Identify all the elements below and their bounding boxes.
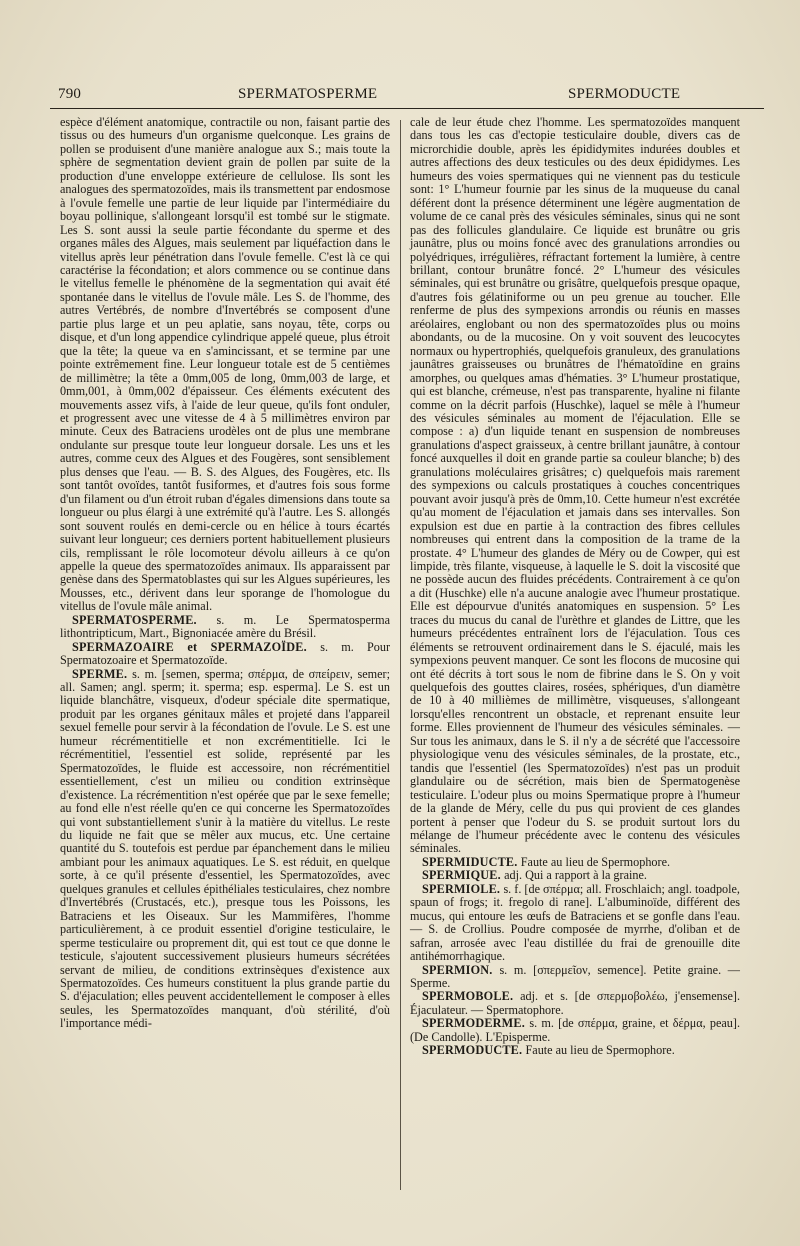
entry-paragraph bbox=[410, 116, 740, 856]
entry-text: Faute au lieu de Spermophore. bbox=[520, 854, 671, 869]
entry-keyword: SPERMIOLE. bbox=[422, 881, 501, 896]
page-number: 790 bbox=[58, 86, 82, 102]
entry-text: espèce d'élément anatomique, contractile ou non, faisant partie des tissus ou des humeurs d'un organisme quelconque. Les grains de pollen se produisent d'une manière analogue aux S.; mais toute la sphère de segmentation devient grain de pollen par suite de la production d'une enveloppe extérieure de cellulose. Ils sont les analogues des spermatozoïdes, mais ils transmettent par endosmose à l'ovule femelle une partie de leur liquide par l'intermédiaire du boyau pollinique, s'allongeant lorsqu'il est tombé sur le stigmate. Les S. sont aussi la seule partie fécondante du sperme et des organes mâles des Algues, mais seulement par liquéfaction dans le vitellus après leur pénétration dans l'ovule femelle. C'est là ce qui caractérise la fécondation; et alors commence ou se continue dans le vitellus femelle le phénomène de la segmentation qui avait été spontanée dans le vitellus de l'ovule mâle. Les S. de l'homme, des autres Vertébrés, de nombre d'Invertébrés se composent d'une partie plus large et un peu aplatie, sans noyau, tête, corps ou disque, et d'un long appendice cylindrique appelé queue, plus étroit que la tête; la queue va en s'amincissant, et se termine par une pointe extrêmement fine. Leur longueur totale est de 5 centièmes de millimètre; la tête a 0mm,005 de long, 0mm,003 de large, et 0mm,001, à 0mm,002 d'épaisseur. Ces éléments exécutent des mouvements assez vifs, à l'aide de leur queue, qu'ils font onduler, et progressent avec une vitesse de 4 à 5 millimètres environ par minute. Ceux des Batraciens urodèles ont de plus une membrane ondulante sur presque toute leur longueur dorsale. Les uns et les autres, comme ceux des Algues et des Fougères, sont sensiblement plus denses que l'eau. — B. S. des Algues, des Fougères, etc. Ils sont tantôt ovoïdes, tantôt fusiformes, et d'autres fois sous forme d'un filament ou d'un étroit ruban d'égales dimensions dans toute sa longueur ou plus élargi à une extrémité qu'à l'autre. Les S. allongés sont souvent roulés en demi-cercle ou en hélice à tours écartés suivant leur longueur; ces derniers portent habituellement plusieurs cils, remplissant le rôle locomoteur dévolu ailleurs à ce qu'on appelle la queue des spermatozoïdes animaux. Ils apparaissent par genèse dans des Spermatoblastes qui sur les Algues supérieures, les Mousses, etc., dérivent dans leur sporange de l'homologue du vitellus de l'ovule mâle animal. bbox=[60, 115, 390, 614]
entry-paragraph bbox=[410, 990, 740, 1017]
entry-paragraph bbox=[410, 883, 740, 964]
entry-keyword: SPERMODUCTE. bbox=[422, 1043, 523, 1058]
entry-text: s. f. [de σπέρμα; all. Froschlaich; angl. toadpole, spaun of frogs; it. fregolo di rane]. L'albuminoïde, différent des mucus, qui entoure les œufs de Batraciens et se gonfle dans l'eau. — S. de Crollius. Poudre composée de myrrhe, d'oliban et de safran, arrosée avec l'eau distillée du frai de grenouille dite antihémorrhagique. bbox=[410, 881, 740, 964]
entry-paragraph bbox=[60, 668, 390, 1031]
header-rule bbox=[50, 108, 764, 109]
entry-text: s. m. Le Spermatosperma lithontripticum, Mart., Bignoniacée amère du Brésil. bbox=[60, 612, 390, 641]
right-column bbox=[410, 116, 740, 1058]
entry-paragraph bbox=[60, 116, 390, 614]
entry-text: adj. Qui a rapport à la graine. bbox=[504, 868, 647, 883]
entry-paragraph bbox=[60, 641, 390, 668]
entry-text: s. m. [de σπέρμα, graine, et δέρμα, peau]. (De Candolle). L'Episperme. bbox=[410, 1016, 740, 1044]
entry-paragraph bbox=[410, 1017, 740, 1044]
entry-text: adj. et s. [de σπερμοβολέω, j'ensemense]. Éjaculateur. — Spermatophore. bbox=[410, 989, 740, 1017]
entry-text: Faute au lieu de Spermophore. bbox=[525, 1043, 675, 1058]
entry-keyword: SPERMION. bbox=[422, 962, 493, 977]
entry-text: cale de leur étude chez l'homme. Les spermatozoïdes manquent dans tous les cas d'ectopie testiculaire double, divers cas de microrchidie double, après les épididymites indurées doubles et autres affections des deux testicules ou des deux épididymes. Les humeurs des voies spermatiques qui ne viennent pas du testicule sont: 1° L'humeur fournie par les sinus de la muqueuse du canal déférent dont la présence déterminent une légère augmentation de volume de ce canal près des vésicules séminales, sinus qui ne sont pas des follicules glandulaire. Ce liquide est brunâtre ou gris jaunâtre, plus ou moins foncé avec des granulations arrondies ou polyédriques, irrégulières, réfractant fortement la lumière, à centre brillant, contour brunâtre foncé. 2° L'humeur des vésicules séminales, qui est brunâtre ou grisâtre, quelquefois presque opaque, d'autres fois gélatiniforme ou un peu grenue au toucher. Elle renferme de plus des sympexions arrondis ou réunis en masses aréolaires, englobant ou non des spermatozoïdes plus ou moins abondants, ou de la mucosine. On y voit souvent des leucocytes normaux ou hypertrophiés, quelquefois granuleux, des granulations jaunâtres graisseuses ou brunâtres de l'hématoïdine en grains amorphes, ou quelques amas d'hématies. 3° L'humeur prostatique, qui est blanche, crémeuse, n'est pas transparente, hyaline ni filante comme on la décrit parfois (Huschke), laquel se mêle à l'humeur des vésicules séminales au moment de l'éjaculation. Elle se compose : a) d'un liquide tenant en suspension de nombreuses granulations d'aspect graisseux, à centre brillant jaunâtre, à contour foncé auxquelles il doit en grande partie sa couleur blanche; b) des granulations moléculaires grisâtres; c) quelquefois mais rarement des sympexions ou calculs prostatiques à couches concentriques pouvant avoir jusqu'à près de 0mm,10. Cette humeur n'est excrétée qu'au moment de l'éjaculation et jamais dans ses intervalles. Son expulsion est due en partie à la contraction des fibres cellules nombreuses qui entrent dans la composition de la trame de la prostate. 4° L'humeur des glandes de Méry ou de Cowper, qui est limpide, très filante, visqueuse, à laquelle le S. doit la viscosité que ne possède aucun des fluides précédents. Contrairement à ce qu'on a dit (Huschke) elle n'a aucune analogie avec l'humeur prostatique. Elle est dépourvue d'unités anatomiques en suspension. 5° Les traces du mucus du canal de l'urèthre et glandes de Littre, que les humeurs précédentes entraînent lors de l'éjaculation. Tous ces éléments se retrouvent ordinairement dans le S. éjaculé, mais les sympexions peuvent manquer. Ce sont les flocons de mucosine qui ont été décrits à tort sous le nom de fibrine dans le S. On y voit quelquefois des gouttes claires, rosées, sphériques, d'un diamètre de 10 à 40 millièmes de millimètre, visqueuses, s'allongeant lorsqu'elles rencontrent un obstacle, et reprenant ensuite leur forme. Elles proviennent de l'humeur des vésicules séminales. — Sur tous les animaux, dans le S. il n'y a de sécrété que l'accessoire physiologique venu des vésicules séminales, de la prostate, etc., tandis que l'essentiel (les Spermatozoïdes) n'est pas un produit glandulaire ou de sécrétion, mais bien de Spermatogenèse testiculaire. L'odeur plus ou moins Spermatique propre à l'humeur de la glande de Méry, celle du pus qui provient de ces glandes portent à penser que l'odeur du S. se produit surtout lors du mélange de l'humeur précédente avec le contenu des vésicules séminales. bbox=[410, 115, 740, 856]
entry-keyword: SPERMATOSPERME. bbox=[72, 612, 197, 627]
entry-text: s. m. Pour Spermatozoaire et Spermatozoïde. bbox=[60, 639, 391, 668]
left-column bbox=[60, 116, 390, 1031]
entry-keyword: SPERMODERME. bbox=[422, 1016, 525, 1031]
entry-paragraph bbox=[60, 614, 390, 641]
entry-keyword: SPERMOBOLE. bbox=[422, 989, 514, 1004]
column-divider bbox=[400, 120, 401, 1190]
entry-text: s. m. [semen, sperma; σπέρμα, de σπείρειν, semer; all. Samen; angl. sperm; it. sperma; esp. esperma]. Le S. est un liquide blanchâtre, visqueux, d'odeur spéciale dite spermatique, produit par les organes génitaux mâles et projeté dans l'appareil sexuel femelle pour servir à la fécondation de l'ovule. Le S. est une humeur récrémentitielle et non excrémentitielle. Ici le récrémentitiel, l'essentiel est solide, représenté par les Spermatozoïdes, le fluide est accessoire, non récrémentitiel essentiellement, c'est un milieu ou condition extrinsèque d'existence. La récrémentition n'est opérée que par le sexe femelle; au fond elle n'est réelle qu'en ce qui concerne les Spermatozoïdes qui vont substantiellement s'unir à la matière du vitellus. Le reste du liquide ne fait que se mêler aux mucus, etc. Une certaine quantité du S. toutefois est perdue par épanchement dans le milieu ambiant pour les animaux aquatiques. Le S. est réduit, en quelque sorte, à ce qu'il présente d'essentiel, les Spermatozoïdes, avec quelques granules et cellules épithéliales testiculaires, chez nombre d'Invertébrés (Crustacés, etc.), presque tous les Poissons, les Batraciens et les Oiseaux. Sur les Mammifères, l'homme particulièrement, à ce produit essentiel d'origine testiculaire, le sperme testiculaire ou proprement dit, qui est tout ce que donne le testicule, s'ajoutent successivement plusieurs humeurs sécrétées servant de milieu, de conditions extrinsèques d'existence aux Spermatozoïdes. Ces humeurs constituent la plus grande partie du S. d'éjaculation; elles peuvent accidentellement le composer à elles seules, les Spermatozoïdes manquant, d'où stérilité, d'où l'importance médi- bbox=[60, 666, 390, 1031]
entry-paragraph bbox=[410, 1044, 740, 1057]
entry-paragraph bbox=[410, 869, 740, 882]
header-left-title: SPERMATOSPERME bbox=[238, 86, 378, 102]
entry-keyword: SPERME. bbox=[72, 666, 128, 681]
entry-keyword: SPERMIDUCTE. bbox=[422, 854, 518, 869]
entry-text: s. m. [σπερμεῖον, semence]. Petite graine. — Sperme. bbox=[410, 962, 740, 990]
entry-keyword: SPERMIQUE. bbox=[422, 868, 501, 883]
entry-keyword: SPERMAZOAIRE et SPERMAZOÏDE. bbox=[72, 639, 307, 654]
header-right-title: SPERMODUCTE bbox=[568, 86, 681, 102]
running-header bbox=[58, 86, 760, 108]
entry-paragraph bbox=[410, 964, 740, 991]
entry-paragraph bbox=[410, 856, 740, 869]
